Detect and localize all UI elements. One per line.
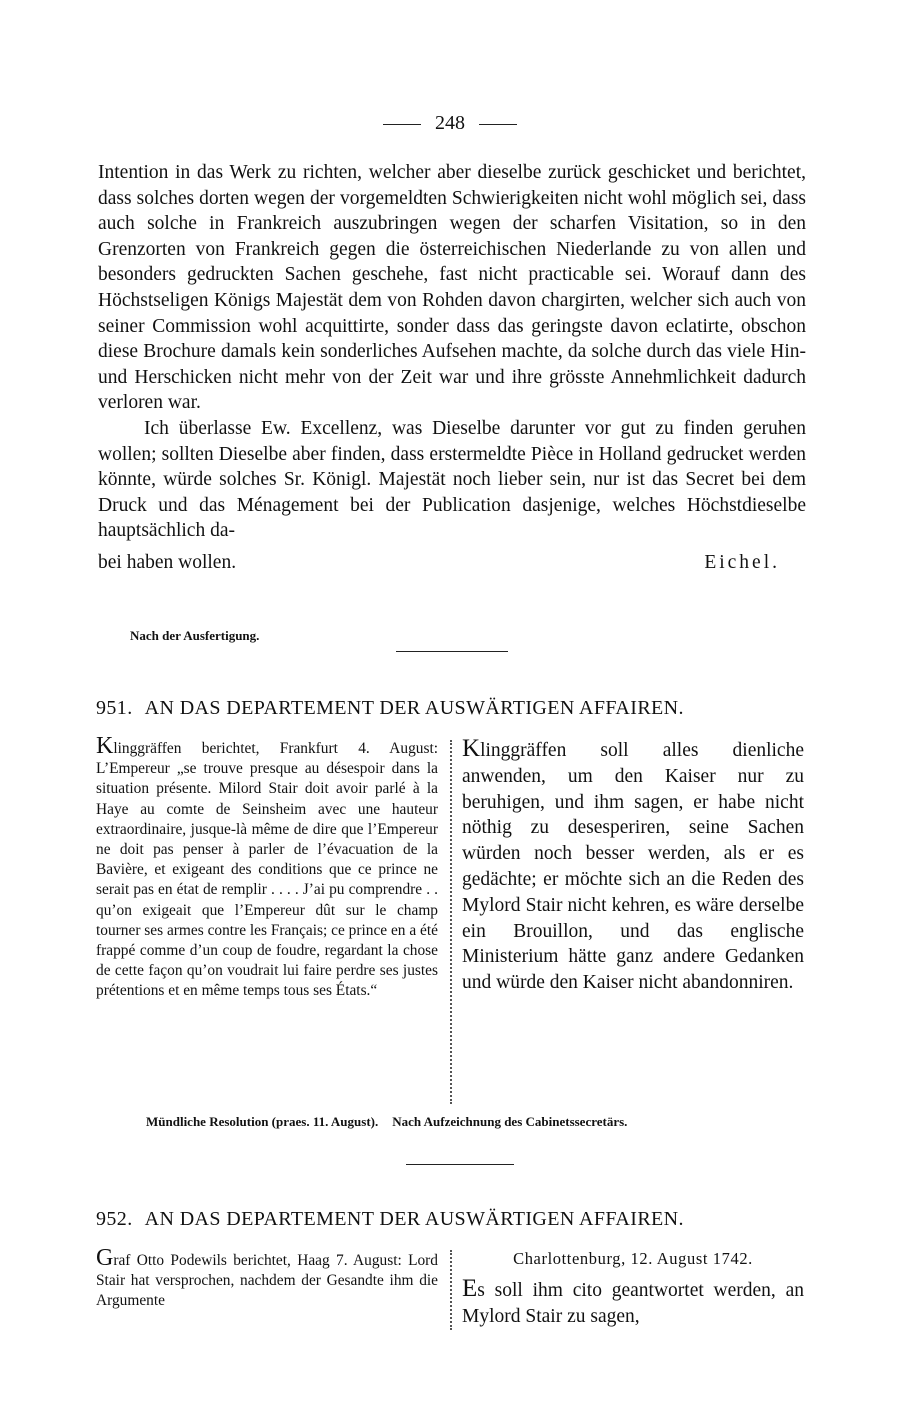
section-951-report-initial: K [96,733,114,759]
section-951-notes [146,1114,627,1130]
section-952-report-initial: G [96,1245,114,1271]
section-952-report [96,1245,438,1312]
header-dash-left [383,124,421,125]
section-952-number: 952. [96,1208,133,1230]
section-952-heading [96,1208,808,1231]
section-952-resolution [462,1246,804,1329]
page-number: 248 [435,112,465,134]
section-951-resolution-initial: K [462,735,481,762]
column-divider-951 [450,740,452,1104]
signature: Eichel. [704,551,780,573]
section-952-report-text: raf Otto Podewils berichtet, Haag 7. August: Lord Stair hat versprochen, nachdem der Gesandte ihm die Argumente [96,1252,438,1310]
section-951-resolution [462,736,804,996]
closing-line [98,544,806,576]
continuation-paragraph: Intention in das Werk zu richten, welcher aber dieselbe zurück geschicket und berichtet, dass solches dorten wegen der vorgemeldten Schwierigkeiten nicht wohl möglich sei, dass auch solche in Frankreich auszubringen wegen der scharfen Visitation, so in den Grenzorten von Frankreich gegen die österreichischen Niederlande zu von allen und besonders gedruckten Sachen geschehe, fast nicht practicable sei. Worauf dann des Höchstseligen Königs Majestät dem von Rohden davon chargirten, welcher sich auch von seiner Commission wohl acquittirte, sonder dass das geringste davon eclatirte, obschon diese Brochure damals kein sonderliches Aufsehen machte, da solche durch das viele Hin- und Herschicken nicht mehr von der Zeit war und ihre grösste Annehmlichkeit dadurch verloren war. [98,162,806,414]
section-rule [396,651,508,652]
source-note: Nach der Ausfertigung. [130,628,260,643]
section-952-resolution-text: s soll ihm cito geantwortet werden, an Mylord Stair zu sagen, [462,1279,804,1327]
column-divider-952 [450,1250,452,1330]
closing-paragraph: Ich überlasse Ew. Excellenz, was Dieselbe darunter vor gut zu finden geruhen wollen; sollten Dieselbe aber finden, dass erstermeldte Pièce in Holland gedrucket werden könnte, würde solches Sr. Königl. Majestät noch lieber sein, nur ist das Secret bei dem Druck und das Ménagement bei der Publication dasjenige, welches Höchstdieselbe hauptsächlich da- [98,417,806,542]
section-951-report-text: linggräffen berichtet, Frankfurt 4. August: L’Empereur „se trouve presque au désespoir dans la situation présente. Milord Stair doit avoir parlé à la Haye au comte de Seinsheim avec une hauteur extraordinaire, jusque-là même de dire que l’Empereur ne doit pas penser à parler de l’évacuation de la Bavière, et exigeant des conditions que ce prince ne serait pas en état de remplir . . . . J’ai pu comprendre . . qu’on exigeait que l’Empereur dût sur le champ tourner ses armes contre les Français; ce prince en a été frappé comme d’un coup de foudre, regardant la chose de cette façon qu’on voudrait lui faire perdre ses justes prétentions et en même temps tous ses États.“ [96,740,438,1000]
record-note: Nach Aufzeichnung des Cabinetssecretärs. [392,1114,628,1129]
closing-paragraph-end: bei haben wollen. [98,551,237,573]
section-951-title: AN DAS DEPARTEMENT DER AUSWÄRTIGEN AFFAIREN. [144,697,684,719]
page-header [0,112,900,135]
section-rule [406,1164,514,1165]
section-951-number: 951. [96,697,133,719]
section-952-dateline: Charlottenburg, 12. August 1742. [513,1249,753,1268]
resolution-note: Mündliche Resolution (praes. 11. August). [146,1114,379,1129]
section-952-resolution-initial: E [462,1274,478,1302]
section-951-resolution-text: linggräffen soll alles dienliche anwenden, um den Kaiser nur zu beruhigen, und ihm sagen, er habe nicht nöthig zu desesperiren, seine Sachen würden noch besser werden, als er es gedächte; er möchte sich an die Reden des Mylord Stair nicht kehren, es wäre derselbe ein Brouillon, und das englische Ministerium hätte ganz andere Gedanken und würde den Kaiser nicht abandonniren. [462,740,804,994]
section-952-title: AN DAS DEPARTEMENT DER AUSWÄRTIGEN AFFAIREN. [144,1208,684,1230]
section-951-report [96,733,438,1002]
main-text-block [98,160,806,576]
header-dash-right [479,124,517,125]
section-951-heading [96,697,808,720]
